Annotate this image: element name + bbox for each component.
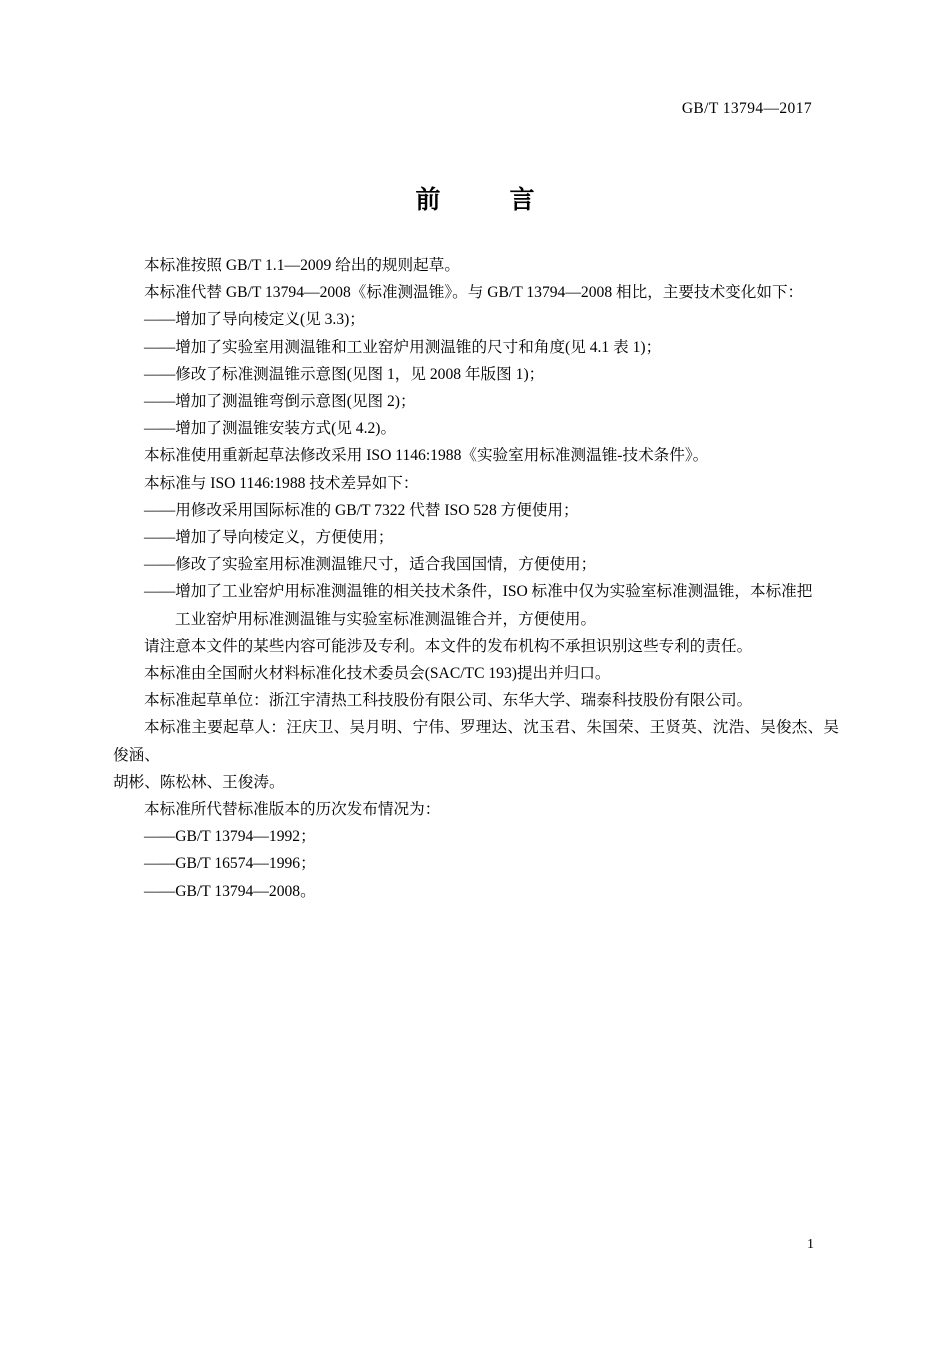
- foreword-paragraph: 胡彬、陈松林、王俊涛。: [113, 773, 285, 791]
- page-title: 前 言: [415, 185, 557, 214]
- foreword-paragraph: ——增加了导向棱定义(见 3.3)；: [144, 311, 365, 329]
- foreword-paragraph: ——增加了导向棱定义，方便使用；: [144, 529, 394, 547]
- foreword-paragraph: 本标准起草单位：浙江宇清热工科技股份有限公司、东华大学、瑞泰科技股份有限公司。: [144, 692, 753, 710]
- page-number: 1: [807, 1237, 814, 1252]
- foreword-body: [113, 252, 839, 905]
- foreword-paragraph: 本标准按照 GB/T 1.1—2009 给出的规则起草。: [144, 257, 460, 274]
- foreword-paragraph: ——GB/T 13794—1992；: [144, 828, 316, 846]
- foreword-paragraph: ——增加了工业窑炉用标准测温锥的相关技术条件，ISO 标准中仅为实验室标准测温锥，本标准把: [144, 583, 813, 601]
- foreword-paragraph: 本标准所代替标准版本的历次发布情况为：: [144, 801, 441, 819]
- foreword-paragraph: ——增加了测温锥安装方式(见 4.2)。: [144, 420, 397, 438]
- foreword-paragraph: 请注意本文件的某些内容可能涉及专利。本文件的发布机构不承担识别这些专利的责任。: [144, 637, 753, 655]
- foreword-paragraph: 本标准由全国耐火材料标准化技术委员会(SAC/TC 193)提出并归口。: [144, 665, 611, 683]
- foreword-paragraph: 本标准主要起草人：汪庆卫、吴月明、宁伟、罗理达、沈玉君、朱国荣、王贤英、沈浩、吴俊杰、吴俊涵、: [113, 719, 839, 764]
- foreword-paragraph: ——增加了测温锥弯倒示意图(见图 2)；: [144, 393, 416, 411]
- foreword-paragraph: ——修改了标准测温锥示意图(见图 1，见 2008 年版图 1)；: [144, 365, 545, 383]
- foreword-paragraph: 工业窑炉用标准测温锥与实验室标准测温锥合并，方便使用。: [175, 610, 597, 628]
- foreword-paragraph: 本标准使用重新起草法修改采用 ISO 1146:1988《实验室用标准测温锥-技术条件》。: [144, 447, 709, 465]
- foreword-paragraph: ——修改了实验室用标准测温锥尺寸，适合我国国情，方便使用；: [144, 556, 597, 574]
- foreword-paragraph: ——增加了实验室用测温锥和工业窑炉用测温锥的尺寸和角度(见 4.1 表 1)；: [144, 338, 662, 356]
- foreword-paragraph: ——用修改采用国际标准的 GB/T 7322 代替 ISO 528 方便使用；: [144, 501, 579, 519]
- foreword-paragraph: ——GB/T 13794—2008。: [144, 882, 316, 900]
- page-header-standard-code: GB/T 13794—2017: [681, 100, 812, 117]
- foreword-paragraph: ——GB/T 16574—1996；: [144, 855, 316, 873]
- foreword-paragraph: 本标准代替 GB/T 13794—2008《标准测温锥》。与 GB/T 13794—2008 相比，主要技术变化如下：: [144, 284, 804, 302]
- foreword-paragraph: 本标准与 ISO 1146:1988 技术差异如下：: [144, 474, 419, 492]
